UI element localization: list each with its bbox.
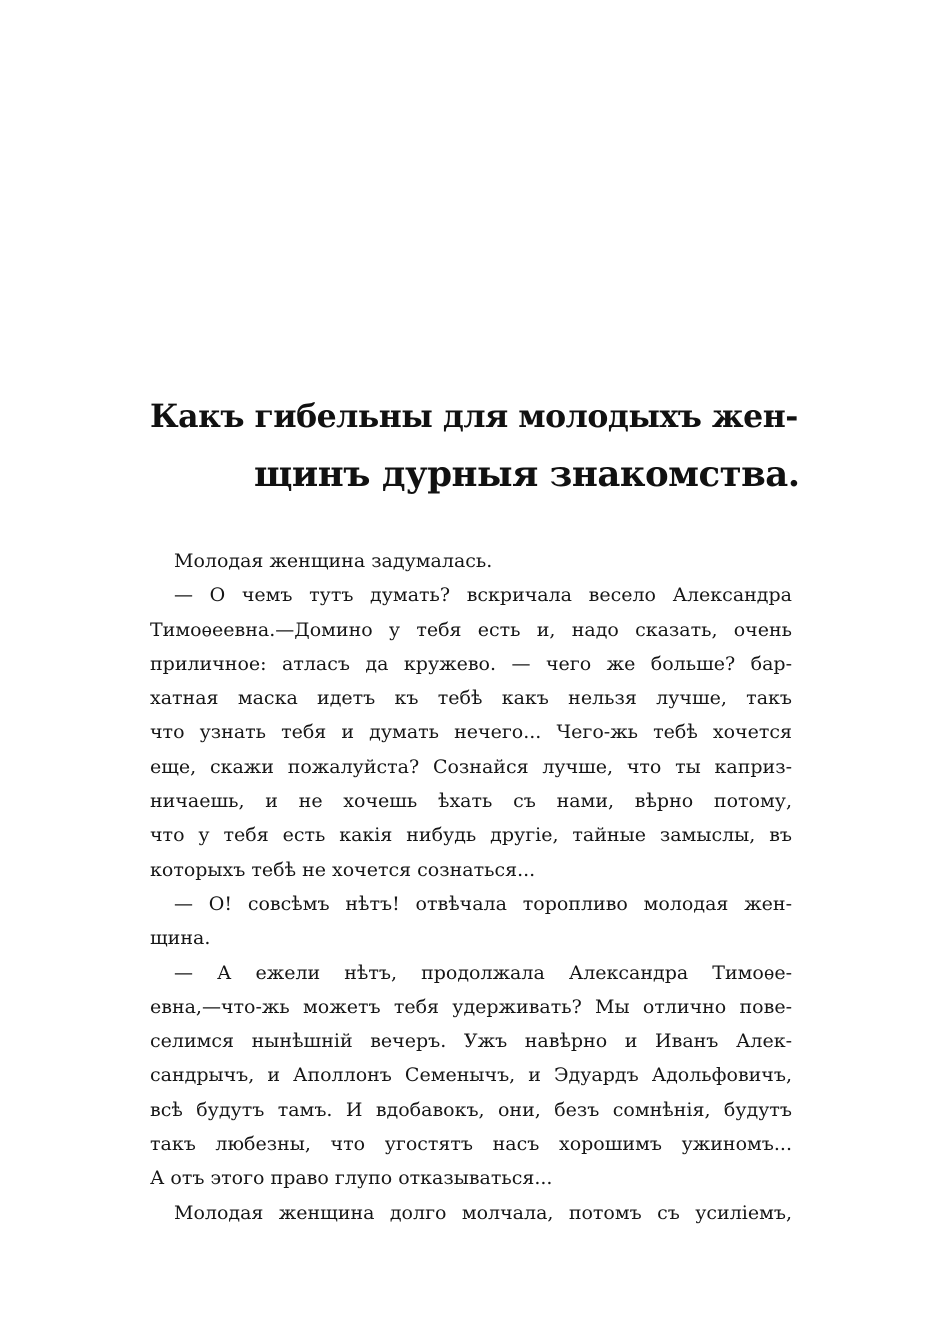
text-line: евна,—что-жь можетъ тебя удерживать? Мы отлично пове- <box>150 995 792 1018</box>
text-line: — А ежели нѣтъ, продолжала Александра Тимоѳе- <box>174 961 792 984</box>
chapter-title <box>150 388 800 504</box>
text-line: сандрычъ, и Аполлонъ Семенычъ, и Эдуардъ Адольфовичъ, <box>150 1064 792 1087</box>
chapter-title-line: щинъ дурныя знакомства. <box>254 454 800 495</box>
text-line: хатная маска идетъ къ тебѣ какъ нельзя лучше, такъ <box>150 687 792 710</box>
text-line: приличное: атласъ да кружево. — чего же больше? бар- <box>150 652 792 675</box>
text-line: Молодая женщина задумалась. <box>174 550 493 572</box>
text-line: селимся нынѣшній вечеръ. Ужъ навѣрно и Иванъ Алек- <box>150 1030 792 1053</box>
text-line: такъ любезны, что угостятъ насъ хорошимъ ужиномъ... <box>150 1133 792 1156</box>
text-line: — О! совсѣмъ нѣтъ! отвѣчала торопливо молодая жен- <box>174 892 792 915</box>
text-line: Тимоѳеевна.—Домино у тебя есть и, надо сказать, очень <box>150 618 792 641</box>
chapter-title-line: Какъ гибельны для молодыхъ жен- <box>150 398 798 435</box>
text-line: щина. <box>150 927 211 950</box>
text-line: А отъ этого право глупо отказываться... <box>150 1167 553 1190</box>
text-line: Молодая женщина долго молчала, потомъ съ усиліемъ, <box>174 1201 792 1224</box>
text-line: всѣ будутъ тамъ. И вдобавокъ, они, безъ сомнѣнія, будутъ <box>150 1098 792 1121</box>
body-text <box>150 544 792 1230</box>
text-line: еще, скажи пожалуйста? Сознайся лучше, что ты каприз- <box>150 755 792 778</box>
text-line: ничаешь, и не хочешь ѣхать съ нами, вѣрно потому, <box>150 790 792 813</box>
text-line: что у тебя есть какія нибудь другіе, тайные замыслы, въ <box>150 824 792 847</box>
text-line: что узнать тебя и думать нечего... Чего-жь тебѣ хочется <box>150 721 792 744</box>
text-line: которыхъ тебѣ не хочется сознаться... <box>150 858 536 881</box>
text-line: — О чемъ тутъ думать? вскричала весело Александра <box>174 584 792 607</box>
